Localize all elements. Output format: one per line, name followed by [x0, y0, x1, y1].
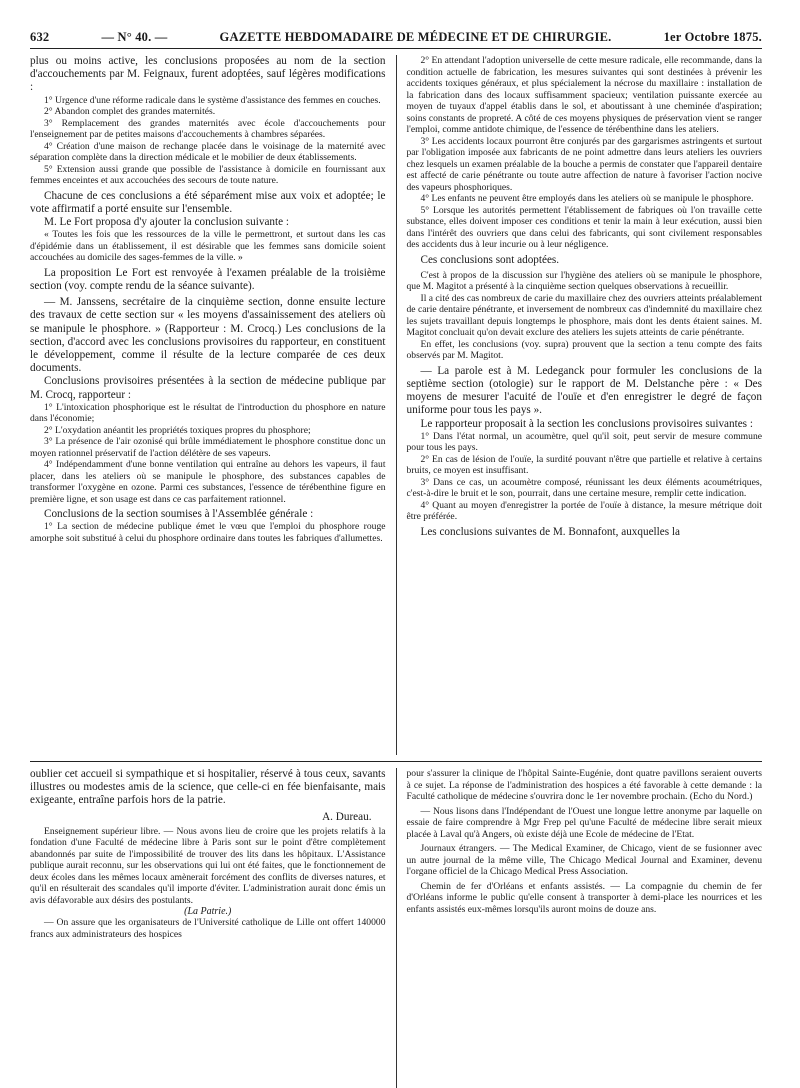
column-divider [396, 55, 397, 755]
paragraph: La proposition Le Fort est renvoyée à l'examen préalable de la troisième section (voy. compte rendu de la séance suivante). [30, 266, 386, 292]
issue-date: 1er Octobre 1875. [663, 30, 762, 44]
page-number: 632 [30, 30, 50, 44]
paragraph: 1° Urgence d'une réforme radicale dans le système d'assistance des femmes en couches. [44, 94, 381, 106]
paragraph: — M. Janssens, secrétaire de la cinquième section, donne ensuite lecture des travaux de cette section sur « les moyens d'assainissement des ateliers où se manipule le phosphore. » (Rapporteur : M. Crocq.) Les conclusions de la section, d'accord avec les conclusions provisoires du rapporteur, en constituent le développement, comme il résulte de la lecture comparée de ces deux documents. [30, 296, 386, 375]
paragraph: 1° L'intoxication phosphorique est le résultat de l'introduction du phosphore en nature dans l'économie; [30, 401, 386, 425]
section-separator [30, 761, 762, 762]
paragraph: Les conclusions suivantes de M. Bonnafont, auxquelles la [420, 525, 680, 538]
paragraph: — La parole est à M. Ledeganck pour formuler les conclusions de la septième section (otologie) sur le rapport de M. Delstanche père : « Des moyens de mesurer l'acuité de l'ouïe et d'en enregistrer le degré de façon uniforme pour tous les pays ». [406, 364, 762, 417]
journal-title: GAZETTE HEBDOMADAIRE DE MÉDECINE ET DE CHIRURGIE. [219, 30, 612, 44]
lower-right-column [407, 768, 763, 1088]
paragraph: 3° La présence de l'air ozonisé qui brûle immédiatement le phosphore constitue donc un moyen rationnel préservatif de l'action délétère de ses vapeurs. [30, 436, 386, 459]
paragraph: Ces conclusions sont adoptées. [420, 253, 560, 266]
paragraph: 3° Remplacement des grandes maternités avec école d'accouchements pour l'enseignement par de petites maisons d'accouchements à chambres séparées. [30, 117, 386, 141]
paragraph: Chemin de fer d'Orléans et enfants assistés. — La compagnie du chemin de fer d'Orléans informe le public qu'elle consent à transporter à demi-place les nourrices et les enfants assistés eux-mêmes lorsqu'ils auront moins de douze ans. [406, 880, 762, 915]
paragraph: 3° Les accidents locaux pourront être conjurés par des gargarismes astringents et surtout par l'obligation imposée aux fabricants de ne point admettre dans leurs ateliers les ouvriers chez lesquels un examen préalable de la bouche a permis de constater que l'appareil dentaire est affecté de carie pénétrante ou toute autre affection de nature à favoriser l'action nocive des vapeurs phosphoriques. [406, 135, 762, 193]
paragraph: 4° Indépendamment d'une bonne ventilation qui entraîne au dehors les vapeurs, il faut placer, dans les ateliers où se manipule le phosphore, des substances capables de transformer l'oxygène en ozone. Parmi ces substances, l'essence de térébenthine figure en première ligne, et son usage est dans ce cas parfaitement rationnel. [30, 459, 386, 505]
paragraph: C'est à propos de la discussion sur l'hygiène des ateliers où se manipule le phosphore, que M. Magitot a présenté à la cinquième section quelques observations à recueillir. [406, 269, 762, 293]
paragraph: 5° Extension aussi grande que possible de l'assistance à domicile en fournissant aux femmes enceintes et aux accouchées des secours de toute nature. [30, 163, 386, 187]
paragraph: Conclusions de la section soumises à l'Assemblée générale : [44, 508, 314, 521]
upper-section [30, 55, 762, 755]
paragraph: En effet, les conclusions (voy. supra) prouvent que la section a tenu compte des faits observés par M. Magitot. [406, 338, 762, 362]
paragraph: 2° L'oxydation anéantit les propriétés toxiques propres du phosphore; [44, 424, 311, 436]
paragraph: — On assure que les organisateurs de l'Université catholique de Lille ont offert 140000 francs aux administrateurs des hospices [30, 917, 386, 940]
paragraph: 4° Quant au moyen d'enregistrer la portée de l'ouïe à distance, la mesure métrique doit être préférée. [406, 499, 762, 523]
paragraph: Journaux étrangers. — The Medical Examiner, de Chicago, vient de se fusionner avec un autre journal de la même ville, The Chicago Medical Journal and Examiner, devenu l'organe officiel de la Chicago Medical Press Association. [406, 843, 762, 877]
column-divider [396, 768, 397, 1088]
paragraph: 2° En attendant l'adoption universelle de cette mesure radicale, elle recommande, dans la condition actuelle de fabrication, les mesures suivantes qui sont destinées à prévenir les accidents toxiques généraux, et plus spécialement la nécrose du maxillaire : installation de la fabrication dans des locaux suffisamment spacieux; ventilation puissante exercée au moyen de tuyaux d'appel établis dans le sol, et aboutissant à une cheminée d'aspiration; soins constants de propreté. A côté de ces moyens physiques de préservation vient se ranger l'emploi, comme antidote chimique, de l'essence de térébenthine dans les ateliers. [406, 55, 762, 135]
lower-left-column [30, 768, 386, 1088]
paragraph: 2° Abandon complet des grandes maternités. [44, 106, 216, 118]
paragraph: Chacune de ces conclusions a été séparément mise aux voix et adoptée; le vote affirmatif a porté ensuite sur l'ensemble. [30, 189, 386, 215]
paragraph: « Toutes les fois que les ressources de la ville le permettront, et surtout dans les cas d'épidémie dans un établissement, il est désirable que les femmes sans domicile soient accouchées au domicile des sages-femmes de la ville. » [30, 229, 386, 264]
paragraph: 1° Dans l'état normal, un acoumètre, quel qu'il soit, peut servir de mesure commune pour tous les pays. [406, 430, 762, 454]
paragraph: plus ou moins active, les conclusions proposées au nom de la section d'accouchements par M. Feignaux, furent adoptées, sauf légères modifications : [30, 55, 386, 94]
paragraph: 4° Création d'une maison de rechange placée dans le voisinage de la maternité avec séparation complète dans la direction médicale et le mobilier de deux établissements. [30, 140, 386, 164]
paragraph: M. Le Fort proposa d'y ajouter la conclusion suivante : [44, 216, 289, 229]
paragraph: 4° Les enfants ne peuvent être employés dans les ateliers où se manipule le phosphore. [420, 193, 754, 204]
paragraph: Il a cité des cas nombreux de carie du maxillaire chez des ouvriers atteints préalablement de carie dentaire pénétrante, et inversement de nombreux cas d'indemnité du maxillaire chez les sujets travaillant depuis longtemps le phosphore, mais dont les dents étaient saines. M. Magitot concluait qu'on devait exclure des ateliers les sujets atteints de carie pénétrante. [406, 292, 762, 339]
paragraph: 2° En cas de lésion de l'ouïe, la surdité pouvant n'être que partielle et relative à certains bruits, ce moyen est insuffisant. [406, 453, 762, 477]
page-header [30, 30, 762, 49]
paragraph: — Nous lisons dans l'Indépendant de l'Ouest une longue lettre anonyme par laquelle on essaie de faire comprendre à Mgr Frep pel qu'une Faculté de médecine libre serait mieux placée à Laval qu'à Angers, où existe déjà une Ecole de médecine de l'Etat. [406, 805, 762, 840]
paragraph: 5° Lorsque les autorités permettent l'établissement de fabriques où l'on travaille cette substance, elles doivent imposer ces conditions et tenir la main à leur exécution, aussi bien dans l'intérêt des ouvriers que dans celui des fabricants, qui sont civilement responsables des accidents dus à leur incurie ou à leur négligence. [406, 204, 762, 250]
lower-section [30, 768, 762, 1088]
upper-left-column [30, 55, 386, 755]
paragraph: 1° La section de médecine publique émet le vœu que l'emploi du phosphore rouge amorphe soit substitué à celui du phosphore ordinaire dans toutes les fabriques d'allumettes. [30, 521, 386, 544]
paragraph: A. Dureau. [322, 810, 372, 823]
paragraph: 3° Dans ce cas, un acoumètre composé, réunissant les deux éléments acoumétriques, c'est-à-dire le bruit et le son, pourrait, dans une certaine mesure, remplir cette indication. [406, 476, 762, 500]
paragraph: (La Patrie.) [184, 906, 232, 918]
paragraph: pour s'assurer la clinique de l'hôpital Sainte-Eugénie, dont quatre pavillons seraient ouverts à ce sujet. La réponse de l'administration des hospices a été favorable à cette demande : la Faculté catholique de médecine s'ouvrira donc le 1er novembre prochain. (Echo du Nord.) [406, 768, 762, 802]
paragraph: Enseignement supérieur libre. — Nous avons lieu de croire que les projets relatifs à la fondation d'une Faculté de médecine libre à Paris sont sur le point d'être complètement abandonnés par suite de l'impossibilité de trouver des lits dans les hôpitaux. L'Assistance publique aurait reconnu, sur les observations qui lui ont été faites, que le fonctionnement de deux écoles dans les mêmes locaux amènerait forcément des conflits de diverses natures, et qu'il en résulterait des scandales qu'il importe d'éviter. L'administration aurait donc émis un avis défavorable aux désirs des postulants. [30, 825, 386, 906]
upper-right-column [407, 55, 763, 755]
issue-number: — N° 40. — [101, 30, 168, 44]
paragraph: Le rapporteur proposait à la section les conclusions provisoires suivantes : [420, 417, 753, 430]
paragraph: Conclusions provisoires présentées à la section de médecine publique par M. Crocq, rapporteur : [30, 375, 386, 401]
paragraph: oublier cet accueil si sympathique et si hospitalier, réservé à tous ceux, savants illustres ou modestes amis de la science, que celle-ci en fée bienfaisante, mais exigeante, entraîne parfois hors de la patrie. [30, 768, 386, 807]
